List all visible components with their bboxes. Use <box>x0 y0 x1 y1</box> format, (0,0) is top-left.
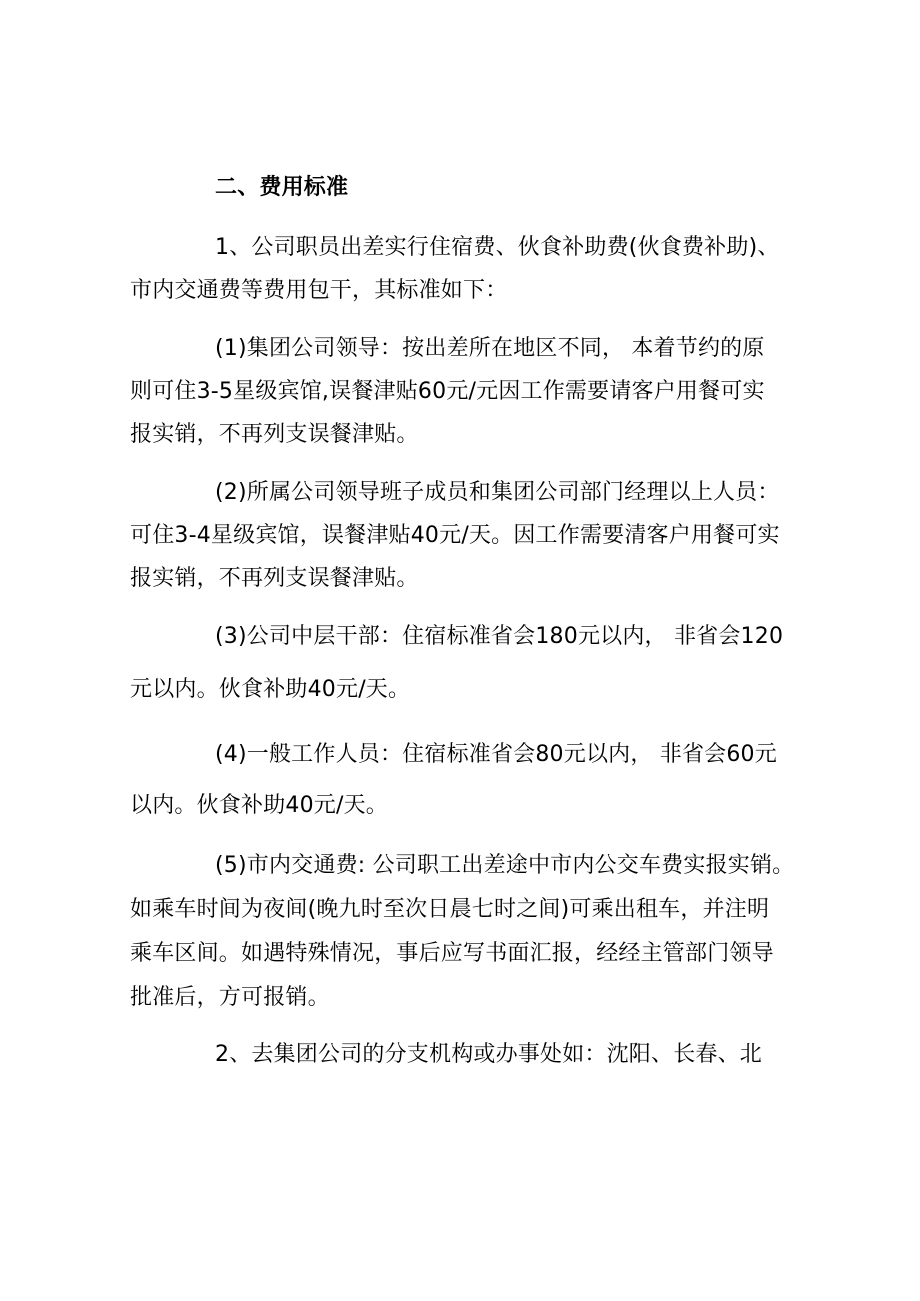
paragraph-1-line-2: 市内交通费等费用包干，其标准如下： <box>130 278 508 303</box>
paragraph-3-line-3: 报实销，不再列支误餐津贴。 <box>130 566 419 591</box>
paragraph-7-line-1: 2、去集团公司的分支机构或办事处如：沈阳、长春、北 <box>215 1042 762 1067</box>
paragraph-1-line-1: 1、公司职员出差实行住宿费、伙食补助费(伙食费补助)、 <box>215 235 780 260</box>
paragraph-3-line-2: 可住3-4星级宾馆，误餐津贴40元/天。因工作需要清客户用餐可实 <box>130 523 780 548</box>
paragraph-2-line-3: 报实销，不再列支误餐津贴。 <box>130 422 419 447</box>
paragraph-6-line-3: 乘车区间。如遇特殊情况，事后应写书面汇报，经经主管部门领导 <box>130 941 774 966</box>
paragraph-2-line-1: (1)集团公司领导：按出差所在地区不同， 本着节约的原 <box>215 336 765 361</box>
paragraph-6-line-1: (5)市内交通费: 公司职工出差途中市内公交车费实报实销。 <box>215 853 795 878</box>
paragraph-6-line-2: 如乘车时间为夜间(晚九时至次日晨七时之间)可乘出租车，并注明 <box>130 897 770 922</box>
paragraph-4-line-2: 元以内。伙食补助40元/天。 <box>130 677 411 702</box>
section-heading: 二、费用标准 <box>215 175 349 200</box>
paragraph-4-line-1: (3)公司中层干部：住宿标准省会180元以内， 非省会120 <box>215 624 784 649</box>
paragraph-5-line-2: 以内。伙食补助40元/天。 <box>130 793 389 818</box>
paragraph-2-line-2: 则可住3-5星级宾馆,误餐津贴60元/元因工作需要请客户用餐可实 <box>130 379 765 404</box>
paragraph-5-line-1: (4)一般工作人员：住宿标准省会80元以内， 非省会60元 <box>215 742 777 767</box>
paragraph-6-line-4: 批准后，方可报销。 <box>130 985 330 1010</box>
paragraph-3-line-1: (2)所属公司领导班子成员和集团公司部门经理以上人员： <box>215 480 780 505</box>
